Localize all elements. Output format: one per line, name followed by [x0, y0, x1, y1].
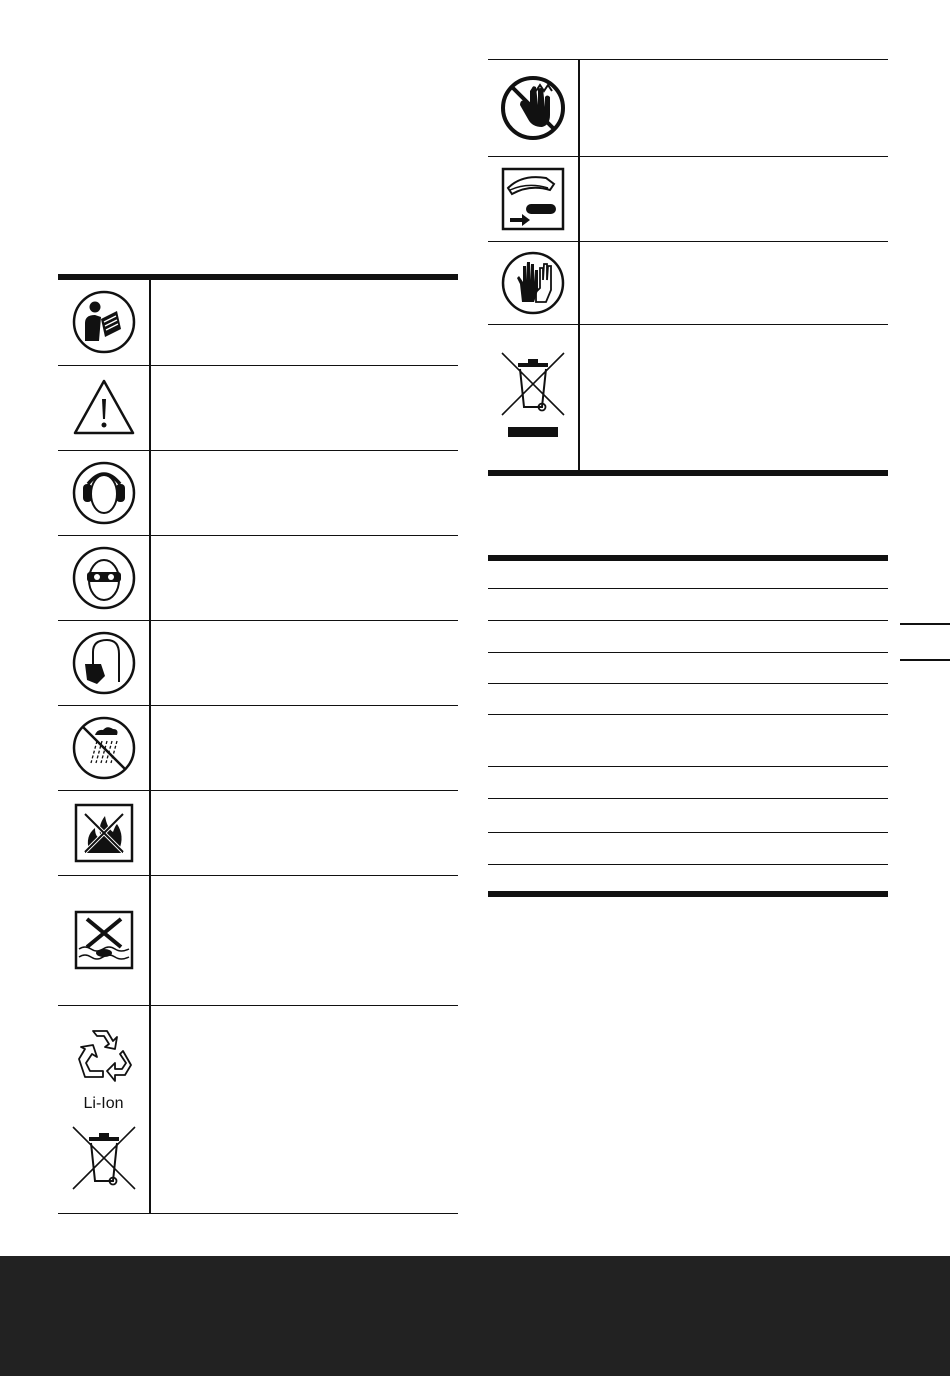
side-tab-top-line: [900, 623, 950, 625]
symbol-icon-cell: [58, 620, 150, 705]
no-hand-contact-icon: [500, 75, 566, 141]
symbol-description: [150, 535, 458, 620]
read-manual-icon: [71, 289, 137, 355]
symbol-row: [488, 157, 888, 242]
symbol-icon-cell: [58, 875, 150, 1005]
table-cell: [488, 652, 888, 683]
symbol-description: [150, 620, 458, 705]
eye-protection-icon: [71, 545, 137, 611]
table-cell: [488, 588, 888, 620]
no-water-disposal-icon: [73, 909, 135, 971]
symbol-icon-cell: [488, 157, 579, 242]
symbol-row: [488, 60, 888, 157]
symbol-icon-cell: [488, 242, 579, 325]
dust-mask-icon: [71, 630, 137, 696]
side-tab-bottom-line: [900, 659, 950, 661]
table-row: [488, 714, 888, 766]
symbol-description: [579, 242, 888, 325]
symbol-row: [488, 325, 888, 473]
table-row: [488, 652, 888, 683]
no-rain-icon: [71, 715, 137, 781]
symbol-icon-cell: [488, 325, 579, 473]
table-row: [488, 620, 888, 652]
symbol-row: [58, 277, 458, 365]
symbol-icon-cell: [58, 365, 150, 450]
symbols-table-right: [488, 59, 888, 476]
symbol-description: [150, 705, 458, 790]
symbol-row: [58, 450, 458, 535]
symbol-description: [150, 365, 458, 450]
symbol-row: [58, 1005, 458, 1213]
table-row: [488, 558, 888, 588]
remove-battery-icon: [500, 166, 566, 232]
symbol-description: [150, 790, 458, 875]
symbol-icon-cell: [58, 705, 150, 790]
symbol-description: [579, 325, 888, 473]
symbol-row: [58, 620, 458, 705]
footer-bar: [0, 1256, 950, 1376]
symbol-description: [150, 875, 458, 1005]
crossed-bin-icon: [69, 1123, 139, 1193]
table-row: [488, 832, 888, 864]
symbol-icon-cell: [58, 790, 150, 875]
symbol-icon-cell: [58, 535, 150, 620]
symbol-icon-cell: [58, 277, 150, 365]
recycling-icon: [71, 1025, 137, 1089]
weee-bin-icon: [498, 349, 568, 445]
warning-triangle-icon: [71, 375, 137, 441]
table-cell: [488, 714, 888, 766]
symbol-row: [58, 535, 458, 620]
symbol-row: [488, 242, 888, 325]
symbol-description: [150, 1005, 458, 1213]
table-row: [488, 864, 888, 894]
symbol-row: [58, 875, 458, 1005]
spec-table: [488, 555, 888, 897]
table-row: [488, 588, 888, 620]
li-ion-label: Li-Ion: [83, 1095, 124, 1112]
table-cell: [488, 832, 888, 864]
table-cell: [488, 766, 888, 798]
symbol-description: [150, 277, 458, 365]
symbol-icon-cell: [58, 450, 150, 535]
symbol-row: [58, 365, 458, 450]
symbol-icon-cell: [488, 60, 579, 157]
symbols-table-left: [58, 274, 458, 1214]
table-row: [488, 798, 888, 832]
table-cell: [488, 683, 888, 714]
wear-gloves-icon: [500, 250, 566, 316]
table-row: [488, 766, 888, 798]
table-cell: [488, 798, 888, 832]
symbol-row: [58, 705, 458, 790]
symbol-description: [579, 60, 888, 157]
table-row: [488, 683, 888, 714]
table-cell: [488, 864, 888, 894]
table-cell: [488, 558, 888, 588]
no-fire-icon: [73, 802, 135, 864]
symbol-description: [150, 450, 458, 535]
symbol-row: [58, 790, 458, 875]
ear-protection-icon: [71, 460, 137, 526]
table-cell: [488, 620, 888, 652]
symbol-description: [579, 157, 888, 242]
symbol-icon-cell: [58, 1005, 150, 1213]
